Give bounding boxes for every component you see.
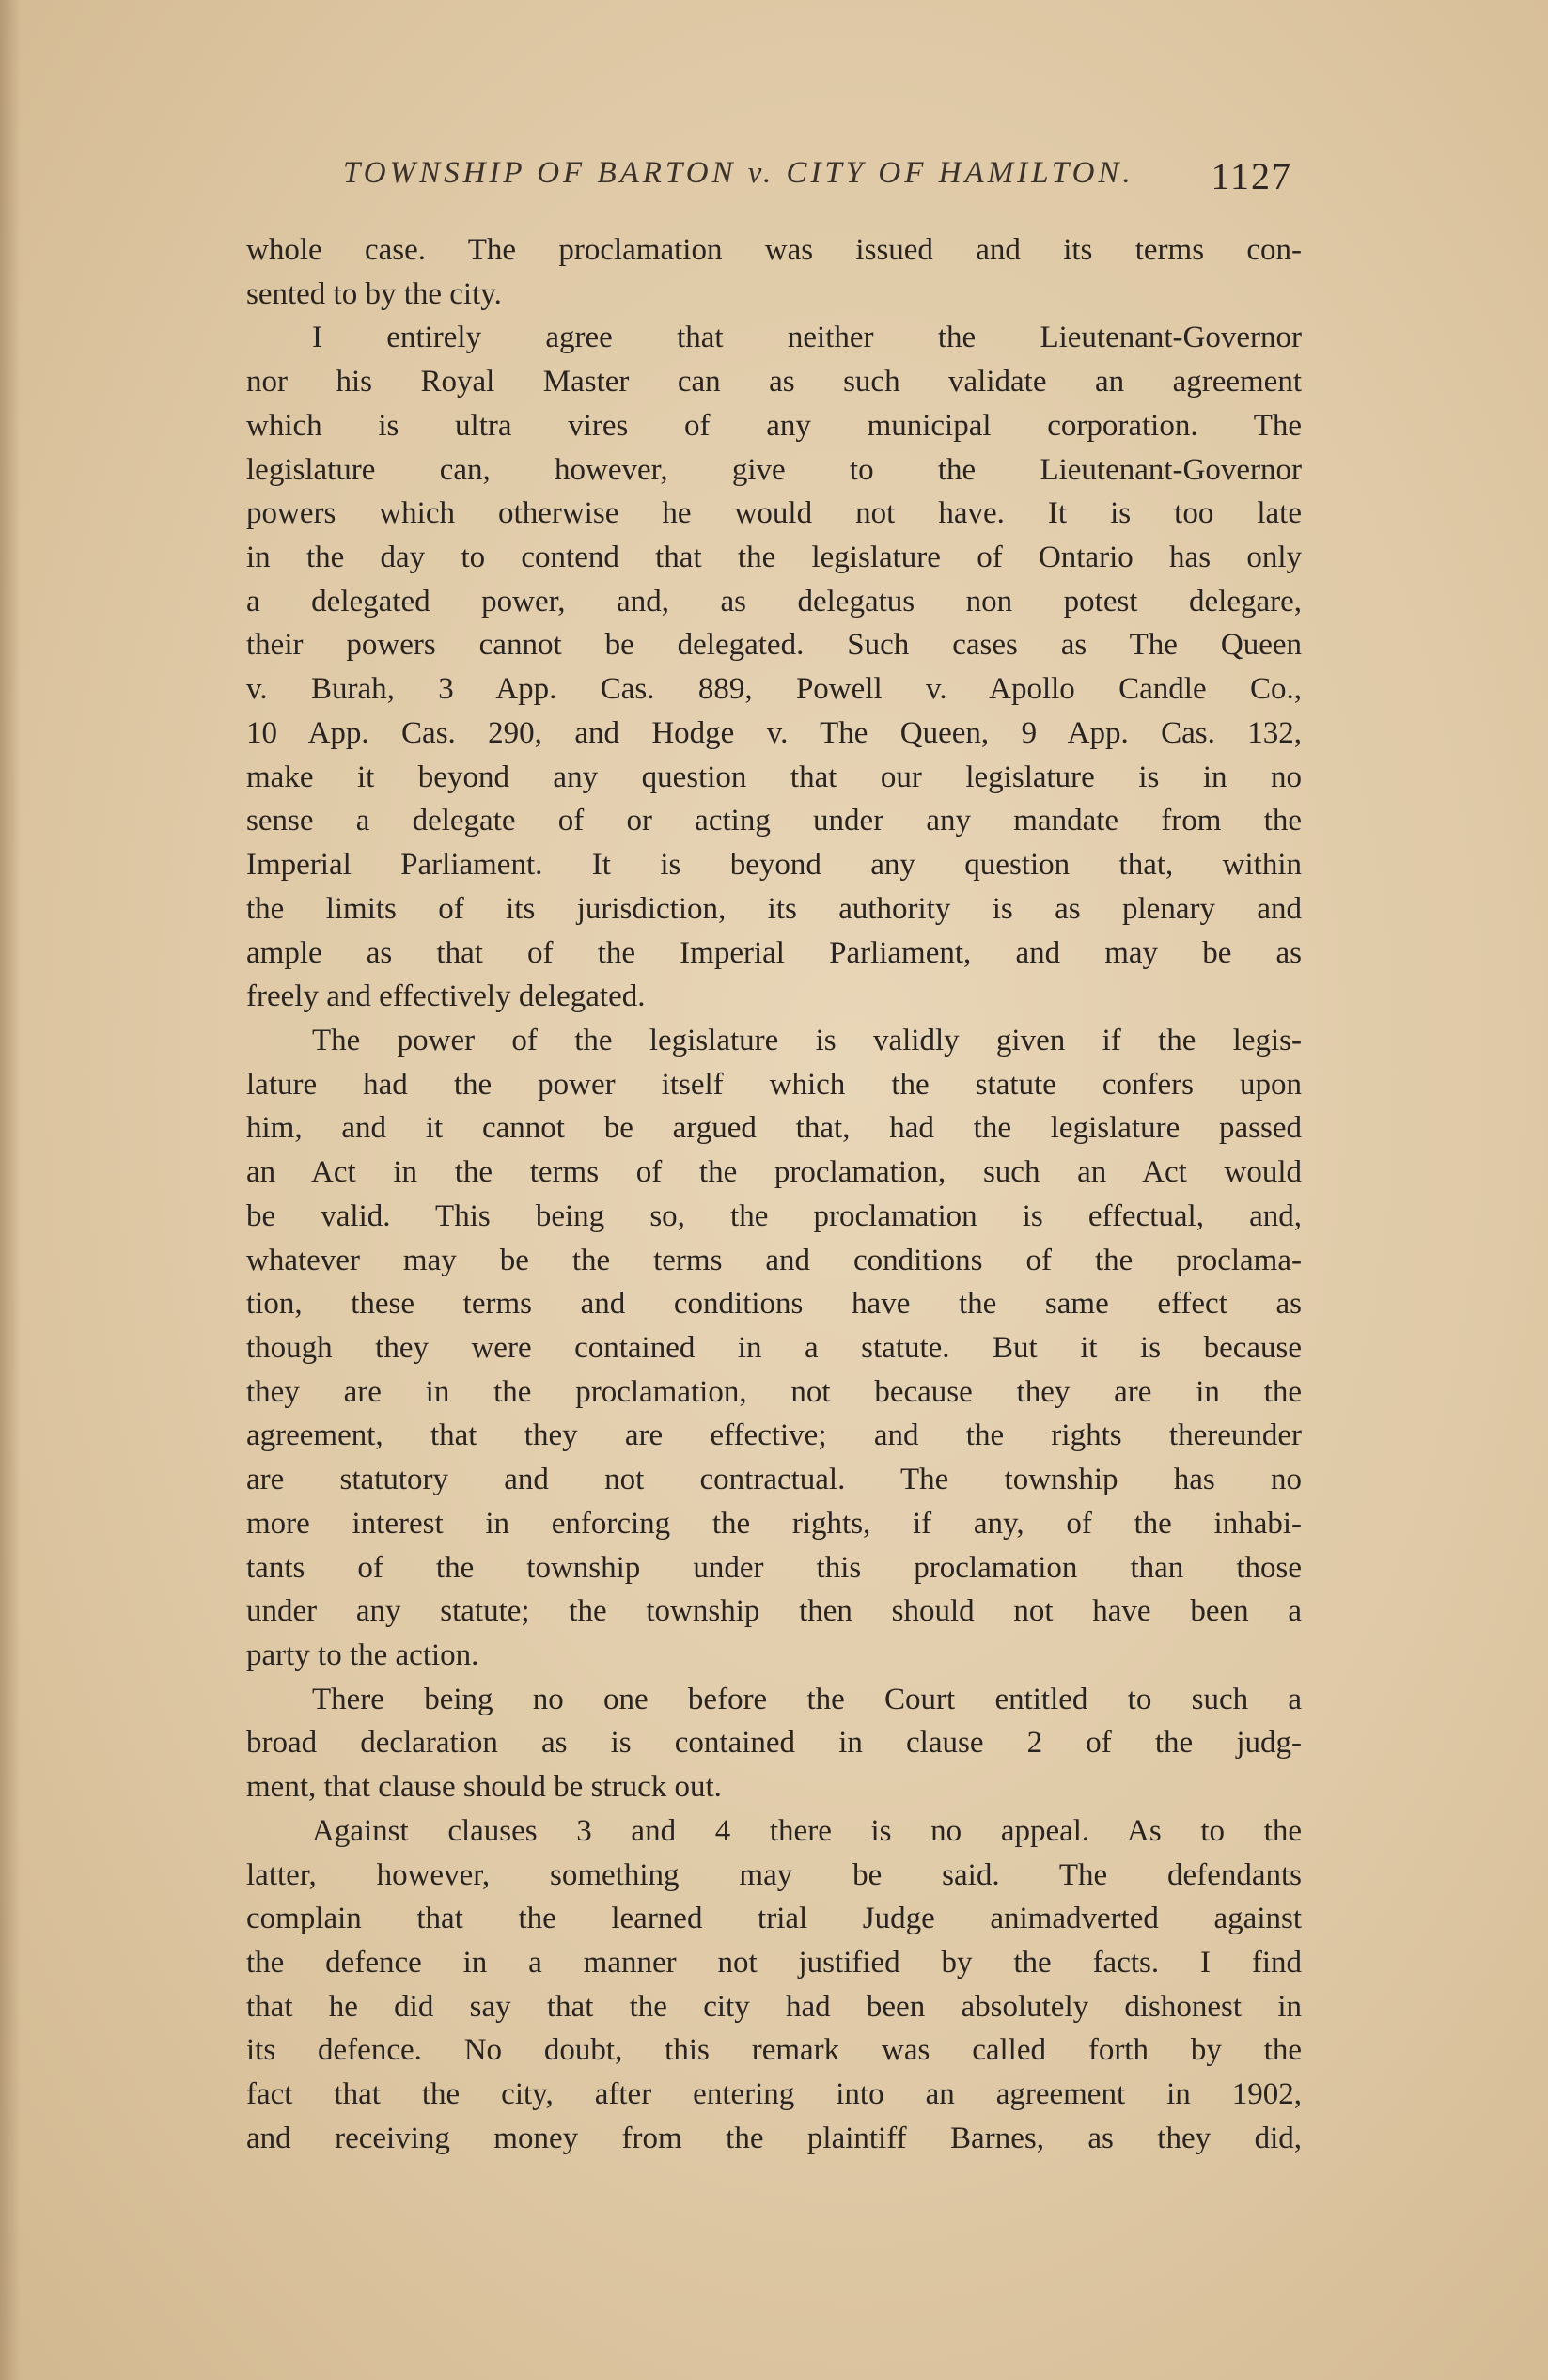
text-line: v. Burah, 3 App. Cas. 889, Powell v. Apollo Candle Co., [246, 672, 1302, 707]
paragraph-first-line: I entirely agree that neither the Lieutenant-Governor [312, 321, 1302, 355]
paragraph-first-line: Against clauses 3 and 4 there is no appeal. As to the [312, 1813, 1302, 1848]
text-line: whatever may be the terms and conditions of the proclama- [246, 1243, 1302, 1277]
text-line: that he did say that the city had been absolutely dishonest in [246, 1989, 1302, 2024]
binding-shadow [0, 0, 21, 2380]
paragraph-first-line: There being no one before the Court entitled to such a [312, 1682, 1302, 1716]
text-line: they are in the proclamation, not because they are in the [246, 1374, 1302, 1409]
text-line: ment, that clause should be struck out. [246, 1770, 722, 1805]
text-line: whole case. The proclamation was issued and its terms con- [246, 233, 1302, 267]
text-line: legislature can, however, give to the Lieutenant-Governor [246, 452, 1302, 487]
text-line: the limits of its jurisdiction, its authority is as plenary and [246, 891, 1302, 926]
text-line: sense a delegate of or acting under any mandate from the [246, 804, 1302, 838]
text-line: which is ultra vires of any municipal corporation. The [246, 408, 1302, 443]
text-line: party to the action. [246, 1638, 479, 1672]
text-line: its defence. No doubt, this remark was called forth by the [246, 2033, 1302, 2068]
text-line: an Act in the terms of the proclamation, such an Act would [246, 1155, 1302, 1190]
text-line: freely and effectively delegated. [246, 979, 646, 1014]
text-line: powers which otherwise he would not have. It is too late [246, 496, 1302, 531]
text-line: agreement, that they are effective; and the rights thereunder [246, 1418, 1302, 1453]
text-line: latter, however, something may be said. The defendants [246, 1857, 1302, 1892]
text-line: and receiving money from the plaintiff Barnes, as they did, [246, 2121, 1302, 2155]
text-line: a delegated power, and, as delegatus non potest delegare, [246, 584, 1302, 618]
text-line: their powers cannot be delegated. Such cases as The Queen [246, 628, 1302, 663]
text-line: nor his Royal Master can as such validate an agreement [246, 365, 1302, 399]
text-line: Imperial Parliament. It is beyond any question that, within [246, 848, 1302, 883]
text-line: though they were contained in a statute. But it is because [246, 1330, 1302, 1365]
text-line: ample as that of the Imperial Parliament, and may be as [246, 935, 1302, 970]
text-line: him, and it cannot be argued that, had the legislature passed [246, 1111, 1302, 1146]
text-line: fact that the city, after entering into an agreement in 1902, [246, 2077, 1302, 2112]
text-line: make it beyond any question that our legislature is in no [246, 759, 1302, 794]
body-text [246, 228, 1302, 2161]
text-line: complain that the learned trial Judge animadverted against [246, 1902, 1302, 1936]
text-line: 10 App. Cas. 290, and Hodge v. The Queen, 9 App. Cas. 132, [246, 715, 1302, 750]
text-line: sented to by the city. [246, 276, 502, 311]
text-line: the defence in a manner not justified by the facts. I find [246, 1946, 1302, 1981]
page-header [343, 150, 1292, 207]
text-line: broad declaration as is contained in clause 2 of the judg- [246, 1726, 1302, 1761]
text-line: more interest in enforcing the rights, if any, of the inhabi- [246, 1506, 1302, 1541]
running-head: TOWNSHIP OF BARTON v. CITY OF HAMILTON. [343, 156, 1134, 190]
text-line: are statutory and not contractual. The township has no [246, 1463, 1302, 1497]
text-line: tion, these terms and conditions have the same effect as [246, 1287, 1302, 1322]
text-line: tants of the township under this proclamation than those [246, 1550, 1302, 1585]
paragraph-first-line: The power of the legislature is validly given if the legis- [312, 1023, 1302, 1057]
text-line: under any statute; the township then should not have been a [246, 1594, 1302, 1629]
text-line: in the day to contend that the legislature of Ontario has only [246, 540, 1302, 575]
text-line: lature had the power itself which the statute confers upon [246, 1067, 1302, 1102]
page-number: 1127 [1211, 155, 1292, 197]
text-line: be valid. This being so, the proclamation is effectual, and, [246, 1198, 1302, 1233]
